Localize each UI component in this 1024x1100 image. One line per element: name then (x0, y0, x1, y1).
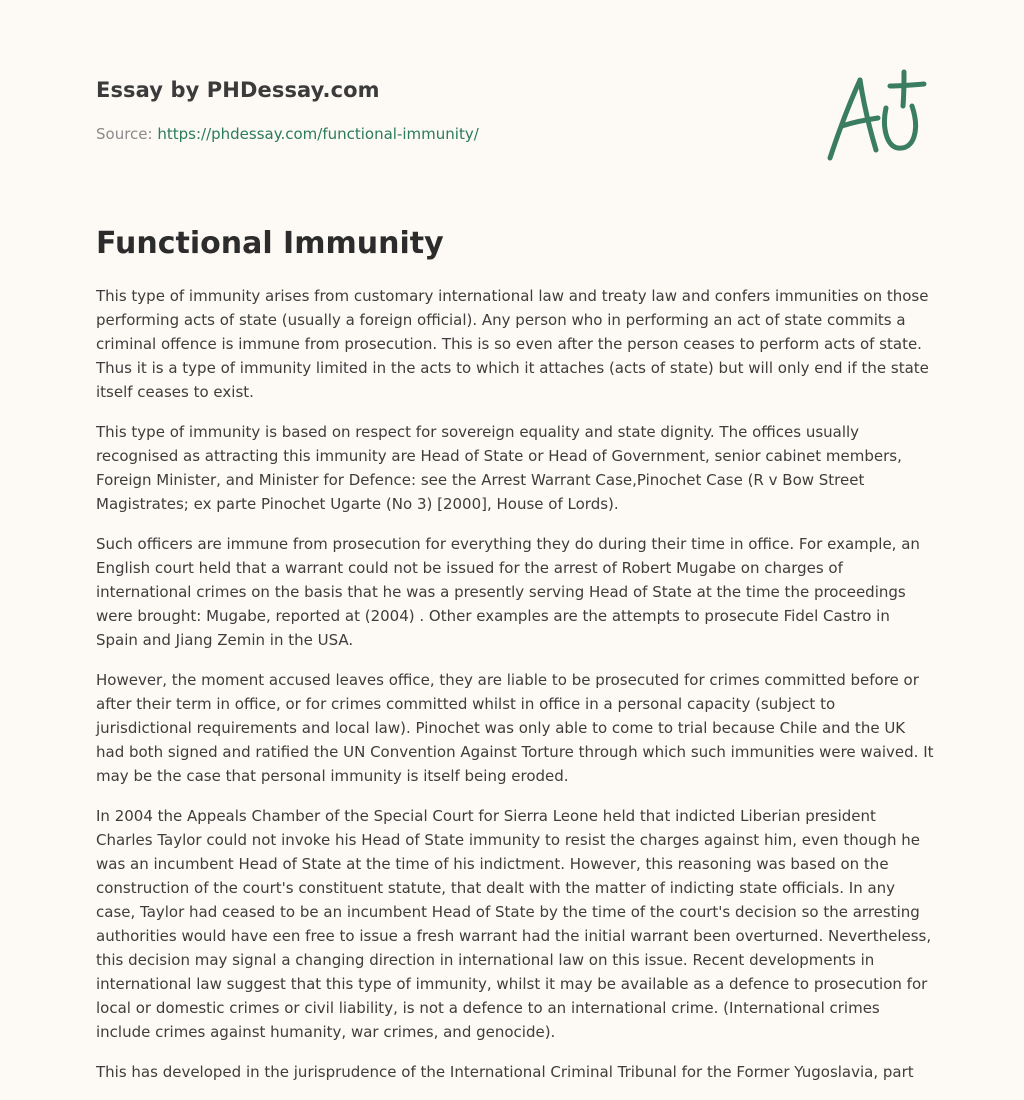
paragraph: However, the moment accused leaves office, they are liable to be prosecuted for crimes committed before or after their term in office, or for crimes committed whilst in office in a personal capacity (subject to jurisdictional requirements and local law). Pinochet was only able to come to trial because Chile and the UK had both signed and ratified the UN Convention Against Torture through which such immunities were waived. It may be the case that personal immunity is itself being eroded. (96, 671, 934, 785)
paragraph: This has developed in the jurisprudence of the International Criminal Tribunal for the Former Yugoslavia, part (96, 1063, 914, 1081)
a-plus-grade-icon (820, 66, 930, 166)
source-line (96, 124, 696, 144)
source-link[interactable]: https://phdessay.com/functional-immunity/ (157, 125, 479, 143)
paragraph: Such officers are immune from prosecution for everything they do during their time in office. For example, an English court held that a warrant could not be issued for the arrest of Robert Mugabe on charges of international crimes on the basis that he was a presently serving Head of State at the time the proceedings were brought: Mugabe, reported at (2004) . Other examples are the attempts to prosecute Fidel Castro in Spain and Jiang Zemin in the USA. (96, 535, 920, 649)
source-label: Source: (96, 125, 153, 143)
essay-body (96, 284, 934, 1100)
paragraph: This type of immunity arises from customary international law and treaty law and confers immunities on those performing acts of state (usually a foreign official). Any person who in performing an act of state commits a criminal offence is immune from prosecution. This is so even after the person ceases to perform acts of state. Thus it is a type of immunity limited in the acts to which it attaches (acts of state) but will only end if the state itself ceases to exist. (96, 287, 929, 401)
essay-title: Functional Immunity (96, 226, 444, 261)
site-brand: Essay by PHDessay.com (96, 78, 380, 102)
paragraph: In 2004 the Appeals Chamber of the Special Court for Sierra Leone held that indicted Liberian president Charles Taylor could not invoke his Head of State immunity to resist the charges against him, even though he was an incumbent Head of State at the time of his indictment. However, this reasoning was based on the construction of the court's constituent statute, that dealt with the matter of indicting state officials. In any case, Taylor had ceased to be an incumbent Head of State by the time of the court's decision so the arresting authorities would have een free to issue a fresh warrant had the initial warrant been overturned. Nevertheless, this decision may signal a changing direction in international law on this issue. Recent developments in international law suggest that this type of immunity, whilst it may be available as a defence to prosecution for local or domestic crimes or civil liability, is not a defence to an international crime. (International crimes include crimes against humanity, war crimes, and genocide). (96, 807, 932, 1041)
paragraph: This type of immunity is based on respect for sovereign equality and state dignity. The offices usually recognised as attracting this immunity are Head of State or Head of Government, senior cabinet members, Foreign Minister, and Minister for Defence: see the Arrest Warrant Case,Pinochet Case (R v Bow Street Magistrates; ex parte Pinochet Ugarte (No 3) [2000], House of Lords). (96, 423, 902, 513)
page-header (96, 72, 696, 144)
